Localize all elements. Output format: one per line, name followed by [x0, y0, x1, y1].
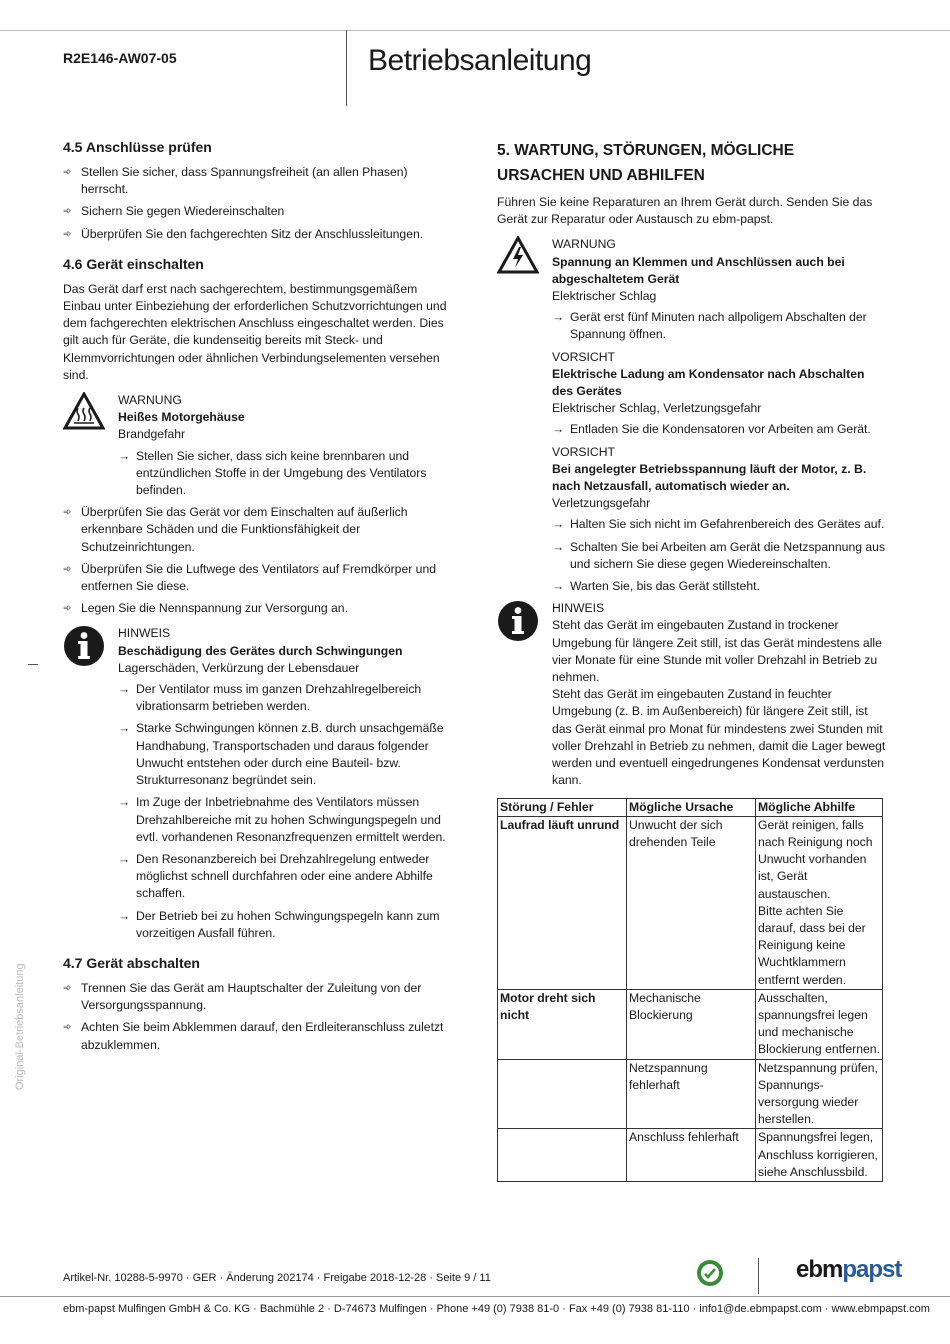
list-item: ➾ Achten Sie beim Abklemmen darauf, den Erdleiteranschluss zuletzt abzuklemmen.	[63, 1020, 444, 1052]
margin-mark	[28, 664, 38, 665]
list-item: → Der Ventilator muss im ganzen Drehzahlregelbereich vibrationsarm betrieben werden.	[118, 682, 422, 714]
list-item: ➾ Überprüfen Sie das Gerät vor dem Einschalten auf äußerlich erkennbare Schäden und die Funktionsfähigkeit der Schutzeinrichtungen.	[63, 505, 408, 554]
troubleshooting-table	[497, 798, 883, 1182]
note-paragraph: Steht das Gerät im eingebauten Zustand in feuchter Umgebung (z. B. im Außenbereich) für längere Zeit still, ist das Gerät einmal pro Monat für mindestens zwei Stunden mit voller Drehzahl in Betrieb zu nehmen, damit die Lager bewegt werden und eventuell eingedrungenes Kondensat verdunsten kann.	[552, 687, 886, 788]
arrow-bullet-icon: ➾	[63, 563, 72, 575]
table-cell: Gerät reinigen, falls nach Reinigung noch Unwucht vorhanden ist, Gerät austauschen. Bitte achten Sie darauf, dass bei der Reinigung keine Wuchtklammern entfernt werden.	[756, 816, 883, 989]
note-label: HINWEIS	[118, 626, 171, 641]
list-item: ➾ Überprüfen Sie den fachgerechten Sitz der Anschlussleitungen.	[63, 226, 447, 243]
caution-sub: Verletzungsgefahr	[552, 496, 651, 511]
caution-heading: Elektrische Ladung am Kondensator nach Abschalten des Gerätes	[552, 366, 865, 399]
warning-heading: Spannung an Klemmen und Anschlüssen auch bei abgeschaltetem Gerät	[552, 254, 845, 286]
info-icon	[63, 625, 105, 667]
list-item: → Entladen Sie die Kondensatoren vor Arbeiten am Gerät.	[552, 422, 871, 437]
note-paragraph: Steht das Gerät im eingebauten Zustand in trockener Umgebung für längere Zeit still, ist das Gerät mindestens alle vier Monate für eine Stunde mit voller Drehzahl in Betrieb zu nehmen.	[552, 618, 882, 685]
list-item: ➾ Sichern Sie gegen Wiedereinschalten	[63, 203, 447, 220]
list-item: → Starke Schwingungen können z.B. durch unsachgemäße Handhabung, Transportschaden und daraus folgender Unwucht entstehen oder durch eine Bauteil- bzw. Strukturresonanz begründet sein.	[118, 721, 444, 788]
page-title: Betriebsanleitung	[368, 44, 592, 77]
list-item: ➾ Legen Sie die Nennspannung zur Versorgung an.	[63, 600, 447, 617]
table-cell: Laufrad läuft unrund	[498, 816, 627, 989]
ebmpapst-logo: ebmpapst	[796, 1256, 902, 1283]
note-box-vibration	[63, 625, 447, 941]
table-row	[498, 816, 883, 989]
arrow-bullet-icon: ➾	[63, 1022, 72, 1034]
arrow-bullet-icon: ➾	[63, 507, 72, 519]
caution-box-restart	[497, 444, 887, 596]
list-item: → Der Betrieb bei zu hohen Schwingungspegeln kann zum vorzeitigen Ausfall führen.	[118, 908, 440, 940]
caution-box-capacitor	[497, 349, 887, 439]
table-cell: Unwucht der sich drehenden Teile	[627, 816, 756, 989]
table-row	[498, 1059, 883, 1129]
column-header: Störung / Fehler	[498, 798, 627, 816]
section-4-6-title: 4.6 Gerät einschalten	[63, 255, 204, 272]
right-column	[497, 138, 887, 1182]
table-row	[498, 1129, 883, 1182]
arrow-bullet-icon: ➾	[63, 982, 72, 994]
section-4-7-title: 4.7 Gerät abschalten	[63, 954, 200, 971]
top-rule	[0, 30, 950, 31]
table-header-row	[498, 798, 883, 816]
arrow-bullet-icon: ➾	[63, 167, 72, 178]
greentech-badge-icon	[696, 1259, 724, 1287]
side-label: Original-Betriebsanleitung	[14, 963, 26, 1090]
arrow-bullet-icon: ➾	[63, 206, 72, 218]
warning-box-voltage	[497, 236, 887, 343]
note-box-storage	[497, 600, 887, 789]
section-5-title: 5. WARTUNG, STÖRUNGEN, MÖGLICHE URSACHEN UND ABHILFEN	[497, 142, 795, 184]
list-item: → Gerät erst fünf Minuten nach allpoligem Abschalten der Spannung öffnen.	[552, 310, 867, 342]
caution-sub: Elektrischer Schlag, Verletzungsgefahr	[552, 401, 762, 416]
info-icon	[497, 600, 539, 642]
warning-label: WARNUNG	[118, 393, 182, 408]
caution-label: VORSICHT	[552, 349, 615, 364]
warning-sub: Brandgefahr	[118, 427, 186, 442]
header-separator	[346, 30, 347, 106]
product-code: R2E146-AW07-05	[63, 50, 177, 66]
column-header: Mögliche Abhilfe	[756, 798, 883, 816]
arrow-bullet-icon: ➾	[63, 228, 72, 240]
table-cell: Netzspannung fehlerhaft	[627, 1059, 756, 1129]
electric-shock-warning-icon	[497, 236, 539, 274]
warning-label: WARNUNG	[552, 237, 616, 252]
footer-separator	[758, 1258, 759, 1294]
warning-box-hot-surface	[63, 392, 447, 499]
hot-surface-warning-icon	[63, 392, 105, 430]
list-item: → Halten Sie sich nicht im Gefahrenbereich des Gerätes auf.	[552, 517, 885, 532]
table-cell: Ausschalten, spannungsfrei legen und mechanische Blockierung entfernen.	[756, 989, 883, 1059]
table-cell: Mechanische Blockierung	[627, 989, 756, 1059]
section-5-intro: Führen Sie keine Reparaturen an Ihrem Gerät durch. Senden Sie das Gerät zur Reparatur oder Austausch zu ebm-papst.	[497, 195, 873, 227]
list-item: ➾ Stellen Sie sicher, dass Spannungsfreiheit (an allen Phasen) herrscht.	[63, 165, 408, 197]
list-item: → Schalten Sie bei Arbeiten am Gerät die Netzspannung aus und sichern Sie diese gegen Wiedereinschalten.	[552, 539, 886, 571]
table-cell	[498, 1059, 627, 1129]
table-cell: Netzspannung prüfen, Spannungs-versorgung wieder herstellen.	[756, 1059, 883, 1129]
table-cell	[498, 1129, 627, 1182]
table-row	[498, 989, 883, 1059]
caution-label: VORSICHT	[552, 444, 615, 459]
list-item: → Im Zuge der Inbetriebnahme des Ventilators müssen Drehzahlbereiche mit zu hohen Schwingungspegeln und evtl. vorhandenen Resonanzfrequenzen ermittelt werden.	[118, 795, 446, 844]
warning-sub: Elektrischer Schlag	[552, 289, 657, 304]
arrow-bullet-icon: ➾	[63, 603, 72, 615]
warning-heading: Heißes Motorgehäuse	[118, 410, 245, 425]
list-item: → Stellen Sie sicher, dass sich keine brennbaren und entzündlichen Stoffe in der Umgebung des Ventilators befinden.	[118, 448, 427, 498]
table-cell: Spannungsfrei legen, Anschluss korrigieren, siehe Anschlussbild.	[756, 1129, 883, 1182]
footer-rule	[0, 1296, 950, 1297]
article-info: Artikel-Nr. 10288-5-9970 · GER · Änderung 202174 · Freigabe 2018-12-28 · Seite 9 / 11	[63, 1272, 491, 1284]
list-item: → Den Resonanzbereich bei Drehzahlregelung entweder möglichst schnell durchfahren oder eine andere Abhilfe schaffen.	[118, 851, 433, 901]
table-cell: Motor dreht sich nicht	[498, 989, 627, 1059]
list-item: ➾ Überprüfen Sie die Luftwege des Ventilators auf Fremdkörper und entfernen Sie diese.	[63, 561, 436, 594]
list-item: ➾ Trennen Sie das Gerät am Hauptschalter der Zuleitung von der Versorgungsspannung.	[63, 980, 422, 1013]
list-item: → Warten Sie, bis das Gerät stillsteht.	[552, 579, 760, 594]
section-4-5-title: 4.5 Anschlüsse prüfen	[63, 139, 212, 155]
caution-heading: Bei angelegter Betriebsspannung läuft der Motor, z. B. nach Netzausfall, automatisch wieder an.	[552, 461, 867, 494]
company-info: ebm-papst Mulfingen GmbH & Co. KG · Bachmühle 2 · D-74673 Mulfingen · Phone +49 (0) 7938 81-0 · Fax +49 (0) 7938 81-110 · info1@de.ebmpapst.com · www.ebmpapst.com	[63, 1303, 930, 1315]
left-column	[63, 138, 447, 1059]
section-4-6-intro: Das Gerät darf erst nach sachgerechtem, bestimmungsgemäßem Einbau unter Einbeziehung der erforderlichen Schutzvorrichtungen und dem fachgerechten elektrischen Anschluss eingeschaltet werden. Dies gilt auch für Geräte, die kundenseitig bereits mit Steck- und Klemmvorrichtungen oder ähnlichen Verbindungselementen versehen sind.	[63, 281, 447, 382]
column-header: Mögliche Ursache	[627, 798, 756, 816]
note-heading: Beschädigung des Gerätes durch Schwingungen	[118, 643, 403, 658]
note-sub: Lagerschäden, Verkürzung der Lebensdauer	[118, 660, 360, 675]
table-cell: Anschluss fehlerhaft	[627, 1129, 756, 1182]
note-label: HINWEIS	[552, 601, 605, 616]
